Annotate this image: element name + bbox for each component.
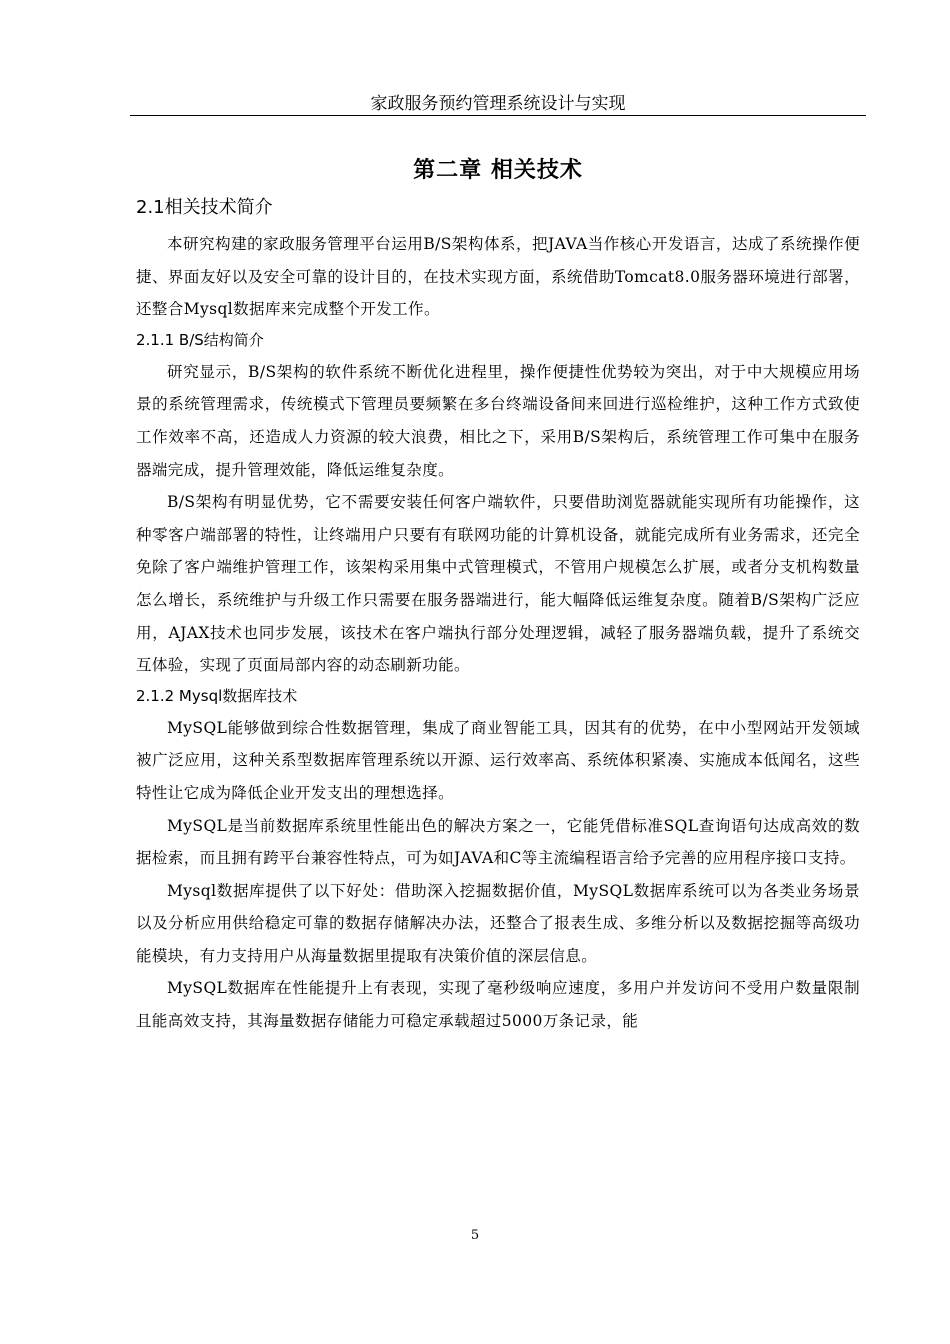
subsection-heading-2-1-2: 2.1.2 Mysql数据库技术	[136, 686, 298, 705]
running-header: 家政服务预约管理系统设计与实现	[370, 94, 626, 114]
subsection-heading-2-1-1: 2.1.1 B/S结构简介	[136, 330, 264, 349]
header-rule	[130, 115, 866, 116]
paragraph-2-1-2-b: MySQL是当前数据库系统里性能出色的解决方案之一，它能凭借标准SQL查询语句达成高效的数据检索，而且拥有跨平台兼容性特点，可为如JAVA和C等主流编程语言给予完善的应用程序接口支持。	[136, 816, 860, 868]
paragraph-2-1-2-a: MySQL能够做到综合性数据管理，集成了商业智能工具，因其有的优势，在中小型网站开发领域被广泛应用，这种关系型数据库管理系统以开源、运行效率高、系统体积紧凑、实施成本低闻名，这些特性让它成为降低企业开发支出的理想选择。	[136, 718, 860, 802]
page-body	[136, 154, 860, 1038]
paragraph-2-1-2-c: Mysql数据库提供了以下好处：借助深入挖掘数据价值，MySQL数据库系统可以为各类业务场景以及分析应用供给稳定可靠的数据存储解决办法，还整合了报表生成、多维分析以及数据挖掘等高级功能模块，有力支持用户从海量数据里提取有决策价值的深层信息。	[136, 881, 860, 965]
section-heading-2-1: 2.1相关技术简介	[136, 197, 273, 218]
paragraph-2-1-1-b: B/S架构有明显优势，它不需要安装任何客户端软件，只要借助浏览器就能实现所有功能操作，这种零客户端部署的特性，让终端用户只要有有联网功能的计算机设备，就能完成所有业务需求，还完全免除了客户端维护管理工作，该架构采用集中式管理模式，不管用户规模怎么扩展，或者分支机构数量怎么增长，系统维护与升级工作只需要在服务器端进行，能大幅降低运维复杂度。随着B/S架构广泛应用，AJAX技术也同步发展，该技术在客户端执行部分处理逻辑，减轻了服务器端负载，提升了系统交互体验，实现了页面局部内容的动态刷新功能。	[136, 493, 860, 675]
paragraph-2-1-1-a: 研究显示，B/S架构的软件系统不断优化进程里，操作便捷性优势较为突出，对于中大规模应用场景的系统管理需求，传统模式下管理员要频繁在多台终端设备间来回进行巡检维护，这种工作方式致使工作效率不高，还造成人力资源的较大浪费，相比之下，采用B/S架构后，系统管理工作可集中在服务器端完成，提升管理效能，降低运维复杂度。	[136, 362, 860, 479]
page-number: 5	[470, 1228, 480, 1243]
paragraph-2-1-intro: 本研究构建的家政服务管理平台运用B/S架构体系，把JAVA当作核心开发语言，达成了系统操作便捷、界面友好以及安全可靠的设计目的，在技术实现方面，系统借助Tomcat8.0服务器环境进行部署，还整合Mysql数据库来完成整个开发工作。	[136, 235, 860, 319]
paragraph-2-1-2-d: MySQL数据库在性能提升上有表现，实现了毫秒级响应速度，多用户并发访问不受用户数量限制且能高效支持，其海量数据存储能力可稳定承载超过5000万条记录，能	[136, 979, 860, 1031]
chapter-title: 第二章 相关技术	[413, 158, 583, 183]
